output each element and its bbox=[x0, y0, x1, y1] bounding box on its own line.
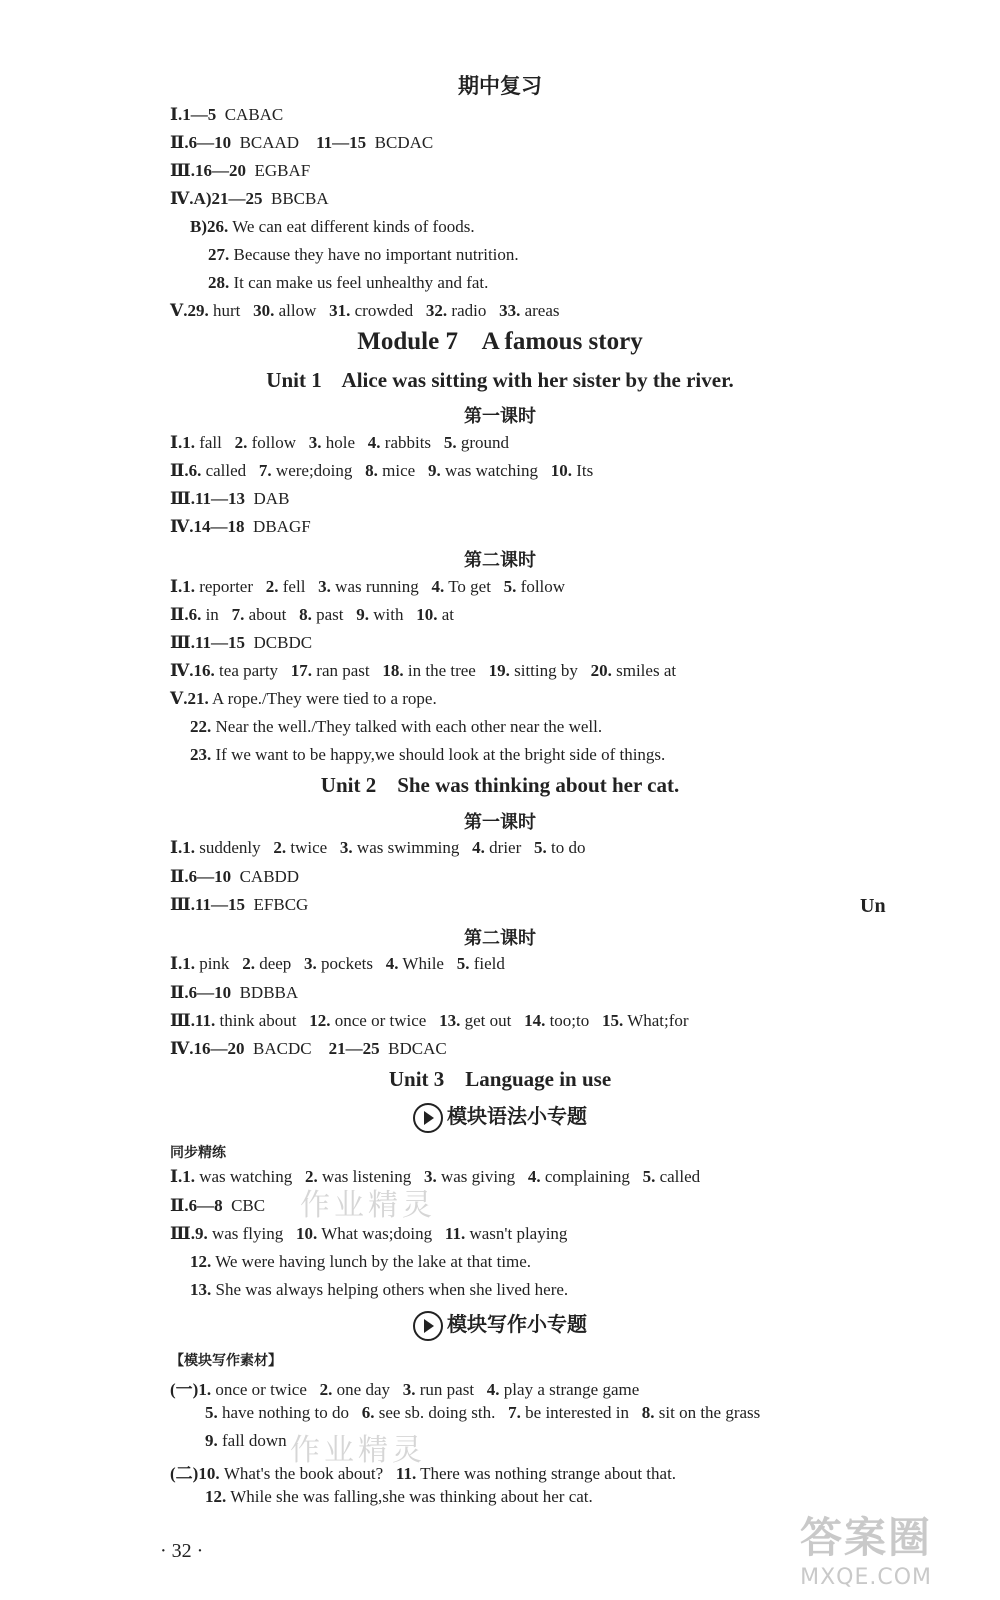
answer-line: Ⅳ.16. tea party 17. ran past 18. in the tree 19. sitting by 20. smiles at bbox=[170, 661, 677, 680]
answer-line: 12. While she was falling,she was thinking about her cat. bbox=[205, 1487, 593, 1506]
answer-line: Ⅰ.1. reporter 2. fell 3. was running 4. To get 5. follow bbox=[170, 577, 566, 596]
answer-line: Ⅰ.1. suddenly 2. twice 3. was swimming 4. drier 5. to do bbox=[170, 838, 586, 857]
logo-url: MXQE.COM bbox=[800, 1565, 933, 1590]
answer-line: Ⅰ.1. pink 2. deep 3. pockets 4. While 5. field bbox=[170, 954, 505, 973]
answer-line: Ⅳ.16—20 BACDC 21—25 BDCAC bbox=[170, 1039, 447, 1058]
answer-line: Ⅱ.6. in 7. about 8. past 9. with 10. at bbox=[170, 605, 454, 624]
answer-line: Ⅰ.1. fall 2. follow 3. hole 4. rabbits 5. ground bbox=[170, 433, 509, 452]
lesson-title: 第二课时 bbox=[464, 928, 536, 949]
answer-line: Ⅲ.11—13 DAB bbox=[170, 489, 290, 508]
answer-line: Ⅲ.11—15 EFBCG bbox=[170, 895, 309, 914]
answer-line: Ⅳ.A)21—25 BBCBA bbox=[170, 189, 329, 208]
grammar-topic-title: 模块语法小专题 bbox=[0, 1100, 1000, 1133]
answer-line: Ⅲ.16—20 EGBAF bbox=[170, 161, 311, 180]
answer-line: Ⅴ.29. hurt 30. allow 31. crowded 32. radio 33. areas bbox=[170, 301, 560, 320]
module-title: Module 7 A famous story bbox=[357, 328, 643, 355]
page-number: · 32 · bbox=[160, 1540, 204, 1562]
answer-line: B)26. We can eat different kinds of foods. bbox=[190, 217, 475, 236]
lesson-title: 第二课时 bbox=[464, 550, 536, 571]
answer-line: Ⅲ.9. was flying 10. What was;doing 11. wasn't playing bbox=[170, 1224, 568, 1243]
unit3-title: Unit 3 Language in use bbox=[388, 1067, 612, 1091]
lesson-title: 第一课时 bbox=[464, 812, 536, 833]
answer-line: (二)10. What's the book about? 11. There was nothing strange about that. bbox=[170, 1464, 677, 1483]
answer-line: Ⅱ.6—10 CABDD bbox=[170, 867, 300, 886]
answer-line: Ⅱ.6—10 BDBBA bbox=[170, 983, 299, 1002]
answer-line: 28. It can make us feel unhealthy and fat. bbox=[208, 273, 489, 292]
answer-line: 9. fall down bbox=[205, 1431, 287, 1450]
answer-line: Ⅰ.1—5 CABAC bbox=[170, 105, 284, 124]
answer-line: 23. If we want to be happy,we should look at the bright side of things. bbox=[190, 745, 666, 764]
unit1-title: Unit 1 Alice was sitting with her sister by the river. bbox=[266, 368, 734, 392]
answer-line: Ⅳ.14—18 DBAGF bbox=[170, 517, 311, 536]
unit2-title: Unit 2 She was thinking about her cat. bbox=[320, 773, 680, 797]
answer-line: Ⅱ.6—10 BCAAD 11—15 BCDAC bbox=[170, 133, 434, 152]
answer-line: 22. Near the well./They talked with each other near the well. bbox=[190, 717, 603, 736]
writing-topic-title: 模块写作小专题 bbox=[0, 1308, 1000, 1341]
answer-line: Ⅴ.21. A rope./They were tied to a rope. bbox=[170, 689, 437, 708]
answer-line: Ⅱ.6—8 CBC bbox=[170, 1196, 266, 1215]
side-fragment: Un bbox=[860, 895, 886, 917]
answer-line: Ⅲ.11. think about 12. once or twice 13. get out 14. too;to 15. What;for bbox=[170, 1011, 689, 1030]
section-label: 【模块写作素材】 bbox=[170, 1353, 282, 1369]
answer-line: 12. We were having lunch by the lake at that time. bbox=[190, 1252, 532, 1271]
answer-line: Ⅰ.1. was watching 2. was listening 3. was giving 4. complaining 5. called bbox=[170, 1167, 701, 1186]
logo-text: 答案圈 bbox=[800, 1513, 933, 1562]
answer-line: 5. have nothing to do 6. see sb. doing sth. 7. be interested in 8. sit on the grass bbox=[205, 1403, 761, 1422]
answer-line: Ⅱ.6. called 7. were;doing 8. mice 9. was watching 10. Its bbox=[170, 461, 594, 480]
answer-line: (一)1. once or twice 2. one day 3. run past 4. play a strange game bbox=[170, 1380, 640, 1399]
arrow-circle-icon bbox=[413, 1103, 443, 1133]
watermark: 作业精灵 bbox=[300, 1188, 436, 1223]
answer-line: 13. She was always helping others when she lived here. bbox=[190, 1280, 569, 1299]
lesson-title: 第一课时 bbox=[464, 406, 536, 427]
watermark: 作业精灵 bbox=[290, 1433, 426, 1468]
section-label: 同步精练 bbox=[170, 1145, 226, 1161]
answer-line: Ⅲ.11—15 DCBDC bbox=[170, 633, 313, 652]
midterm-title: 期中复习 bbox=[458, 74, 542, 98]
site-logo-watermark bbox=[800, 1505, 932, 1590]
answer-line: 27. Because they have no important nutrition. bbox=[208, 245, 519, 264]
arrow-circle-icon bbox=[413, 1311, 443, 1341]
